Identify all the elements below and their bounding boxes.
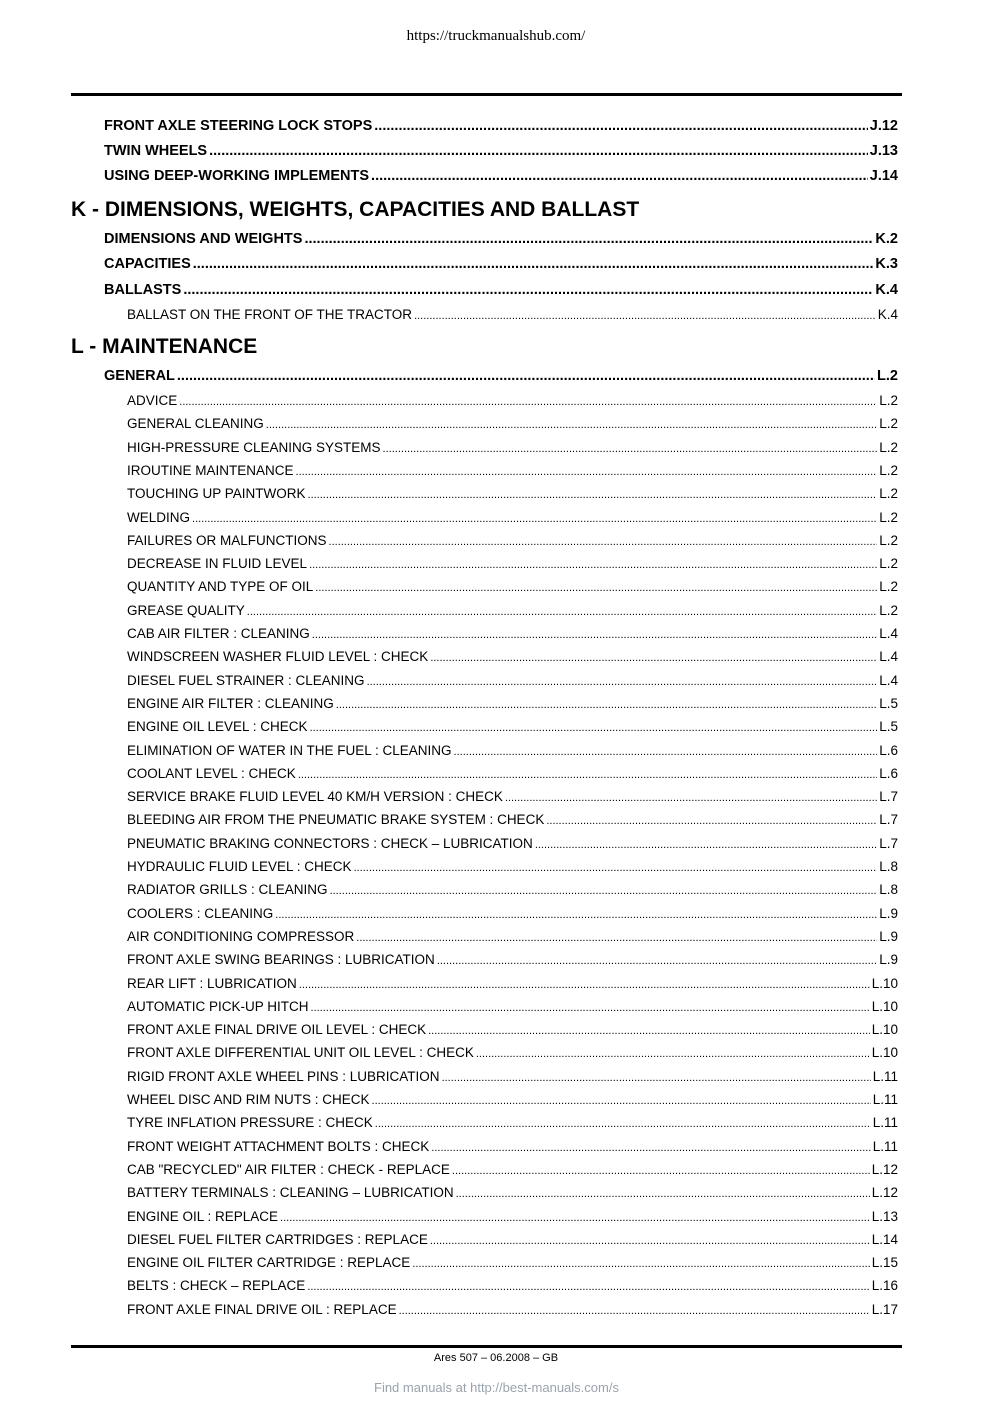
dot-leader — [304, 231, 873, 247]
toc-entry-page: L.2 — [879, 393, 898, 408]
toc-entry-page: L.2 — [879, 486, 898, 502]
toc-entry-title: GREASE QUALITY — [127, 602, 245, 618]
toc-entry-title: FRONT WEIGHT ATTACHMENT BOLTS : CHECK — [127, 1138, 430, 1154]
toc-entry-main[interactable] — [104, 168, 898, 184]
toc-entry-sub[interactable] — [127, 1209, 898, 1224]
toc-entry-title: USING DEEP-WORKING IMPLEMENTS — [104, 168, 370, 184]
toc-entry-sub[interactable] — [127, 1115, 898, 1130]
toc-entry-title: TOUCHING UP PAINTWORK — [127, 486, 306, 502]
toc-entry-page: L.14 — [871, 1231, 898, 1247]
toc-entry-title: ADVICE — [127, 393, 178, 408]
dot-leader — [311, 1002, 870, 1014]
dot-leader — [330, 885, 878, 897]
toc-entry-page: L.6 — [879, 742, 898, 758]
dot-leader — [430, 1235, 870, 1247]
toc-entry-sub[interactable] — [127, 440, 898, 455]
toc-entry-page: L.10 — [871, 975, 898, 991]
dot-leader — [307, 1281, 869, 1293]
toc-entry-page: L.9 — [879, 952, 898, 968]
toc-entry-title: HIGH-PRESSURE CLEANING SYSTEMS — [127, 439, 381, 455]
toc-entry-page: L.2 — [877, 368, 898, 384]
toc-entry-sub[interactable] — [127, 307, 898, 322]
toc-entry-main[interactable] — [104, 143, 898, 159]
toc-entry-page: L.2 — [879, 556, 898, 572]
toc-entry-title: FRONT AXLE STEERING LOCK STOPS — [104, 118, 373, 134]
dot-leader — [275, 909, 877, 921]
toc-entry-page: L.15 — [871, 1255, 898, 1271]
toc-entry-page: L.12 — [871, 1185, 898, 1201]
dot-leader — [329, 536, 878, 548]
toc-entry-page: L.2 — [879, 532, 898, 548]
toc-entry-sub[interactable] — [127, 812, 898, 827]
toc-entry-title: REAR LIFT : LUBRICATION — [127, 975, 297, 991]
toc-entry-sub[interactable] — [127, 999, 898, 1014]
dot-leader — [428, 1025, 870, 1037]
toc-entry-page: L.2 — [879, 509, 898, 525]
toc-entry-page: L.10 — [871, 1045, 898, 1061]
dot-leader — [209, 143, 868, 159]
toc-entry-sub[interactable] — [127, 649, 898, 664]
toc-entry-page: J.13 — [869, 143, 898, 159]
toc-entry-page: L.6 — [879, 765, 898, 781]
dot-leader — [431, 1142, 870, 1154]
toc-entry-page: L.5 — [879, 719, 898, 735]
toc-entry-page: L.11 — [872, 1115, 898, 1131]
toc-entry-page: L.8 — [879, 859, 898, 874]
dot-leader — [374, 118, 867, 134]
toc-entry-sub[interactable] — [127, 626, 898, 641]
toc-entry-page: J.12 — [869, 118, 898, 134]
toc-entry-title: DECREASE IN FLUID LEVEL — [127, 556, 308, 572]
toc-entry-title: SERVICE BRAKE FLUID LEVEL 40 KM/H VERSION : CHECK — [127, 789, 503, 805]
toc-entry-main[interactable] — [104, 368, 898, 384]
dot-leader — [193, 256, 874, 272]
dot-leader — [280, 1212, 870, 1224]
toc-entry-title: RIGID FRONT AXLE WHEEL PINS : LUBRICATION — [127, 1068, 440, 1084]
dot-leader — [308, 489, 878, 501]
toc-entry-page: L.5 — [879, 695, 898, 711]
watermark-link[interactable]: Find manuals at http://best-manuals.com/s — [374, 1380, 619, 1395]
toc-entry-sub[interactable] — [127, 1092, 898, 1107]
toc-entry-title: IROUTINE MAINTENANCE — [127, 462, 294, 478]
toc-entry-title: CAB AIR FILTER : CLEANING — [127, 626, 310, 641]
toc-entry-page: J.14 — [869, 168, 898, 184]
dot-leader — [315, 582, 877, 594]
toc-entry-sub[interactable] — [127, 603, 898, 618]
toc-entry-sub[interactable] — [127, 1255, 898, 1270]
toc-entry-sub[interactable] — [127, 906, 898, 921]
toc-entry-page: L.4 — [879, 626, 898, 641]
dot-leader — [430, 652, 877, 664]
toc-entry-page: L.4 — [879, 672, 898, 688]
toc-entry-title: WINDSCREEN WASHER FLUID LEVEL : CHECK — [127, 649, 429, 665]
toc-entry-title: CAB "RECYCLED" AIR FILTER : CHECK - REPLACE — [127, 1161, 450, 1177]
toc-entry-title: ENGINE OIL : REPLACE — [127, 1208, 279, 1224]
dot-leader — [456, 1188, 870, 1200]
toc-entry-title: FAILURES OR MALFUNCTIONS — [127, 532, 327, 548]
toc-entry-sub[interactable] — [127, 1162, 898, 1177]
toc-entry-title: PNEUMATIC BRAKING CONNECTORS : CHECK – LUBRICATION — [127, 835, 533, 851]
toc-entry-page: K.3 — [875, 256, 898, 272]
toc-entry-title: GENERAL — [104, 368, 175, 384]
dot-leader — [383, 443, 878, 455]
section-heading: L - MAINTENANCE — [71, 335, 258, 358]
dot-leader — [367, 676, 878, 688]
toc-entry-sub[interactable] — [127, 1022, 898, 1037]
dot-leader — [179, 396, 877, 408]
toc-entry-title: FRONT AXLE FINAL DRIVE OIL : REPLACE — [127, 1301, 397, 1317]
toc-entry-page: L.13 — [871, 1208, 898, 1224]
page-footer: Ares 507 – 06.2008 – GB — [433, 1352, 559, 1364]
toc-entry-title: BELTS : CHECK – REPLACE — [127, 1278, 306, 1294]
toc-entry-title: BLEEDING AIR FROM THE PNEUMATIC BRAKE SYSTEM : CHECK — [127, 812, 545, 828]
toc-entry-title: TYRE INFLATION PRESSURE : CHECK — [127, 1115, 373, 1131]
dot-leader — [183, 282, 873, 298]
toc-entry-page: L.10 — [871, 1022, 898, 1038]
toc-entry-title: WELDING — [127, 509, 191, 525]
toc-entry-page: K.4 — [877, 307, 898, 322]
dot-leader — [266, 419, 877, 431]
toc-entry-title: GENERAL CLEANING — [127, 416, 264, 432]
dot-leader — [476, 1048, 870, 1060]
toc-entry-page: L.11 — [872, 1068, 898, 1084]
toc-entry-main[interactable] — [104, 231, 898, 247]
toc-entry-page: L.16 — [871, 1278, 898, 1294]
toc-entry-title: TWIN WHEELS — [104, 143, 208, 159]
toc-entry-title: ENGINE AIR FILTER : CLEANING — [127, 695, 334, 711]
dot-leader — [177, 368, 875, 384]
dot-leader — [296, 466, 878, 478]
dot-leader — [310, 722, 878, 734]
toc-entry-sub[interactable] — [127, 579, 898, 594]
toc-entry-page: K.4 — [875, 282, 898, 298]
dot-leader — [505, 792, 877, 804]
toc-entry-page: L.2 — [879, 416, 898, 432]
toc-entry-title: ENGINE OIL FILTER CARTRIDGE : REPLACE — [127, 1255, 411, 1271]
dot-leader — [309, 559, 877, 571]
toc-entry-page: L.7 — [879, 789, 898, 805]
toc-entry-sub[interactable] — [127, 533, 898, 548]
toc-entry-title: ENGINE OIL LEVEL : CHECK — [127, 719, 308, 735]
toc-entry-sub[interactable] — [127, 556, 898, 571]
toc-entry-sub[interactable] — [127, 789, 898, 804]
toc-entry-title: RADIATOR GRILLS : CLEANING — [127, 882, 328, 898]
toc-entry-title: COOLERS : CLEANING — [127, 905, 274, 921]
toc-entry-sub[interactable] — [127, 1139, 898, 1154]
section-heading: K - DIMENSIONS, WEIGHTS, CAPACITIES AND BALLAST — [71, 198, 640, 221]
toc-entry-page: K.2 — [875, 231, 898, 247]
toc-entry-title: DIESEL FUEL STRAINER : CLEANING — [127, 672, 365, 688]
toc-entry-page: L.2 — [879, 579, 898, 595]
dot-leader — [372, 1095, 871, 1107]
toc-entry-title: CAPACITIES — [104, 256, 191, 272]
toc-entry-title: WHEEL DISC AND RIM NUTS : CHECK — [127, 1092, 370, 1107]
dot-leader — [546, 815, 877, 827]
toc-entry-sub[interactable] — [127, 416, 898, 431]
toc-entry-title: FRONT AXLE DIFFERENTIAL UNIT OIL LEVEL : CHECK — [127, 1045, 474, 1061]
toc-entry-sub[interactable] — [127, 859, 898, 874]
dot-leader — [354, 862, 878, 874]
toc-entry-title: AIR CONDITIONING COMPRESSOR — [127, 928, 355, 944]
toc-entry-title: AUTOMATIC PICK-UP HITCH — [127, 998, 309, 1014]
toc-entry-main[interactable] — [104, 118, 898, 134]
toc-entry-title: DIMENSIONS AND WEIGHTS — [104, 231, 303, 247]
dot-leader — [312, 629, 877, 641]
dot-leader — [336, 699, 877, 711]
bottom-rule — [71, 1345, 902, 1348]
toc-entry-sub[interactable] — [127, 1185, 898, 1200]
toc-entry-sub[interactable] — [127, 719, 898, 734]
toc-entry-title: COOLANT LEVEL : CHECK — [127, 765, 296, 781]
dot-leader — [356, 932, 877, 944]
toc-entry-sub[interactable] — [127, 510, 898, 525]
toc-entry-title: BALLASTS — [104, 282, 182, 298]
toc-entry-sub[interactable] — [127, 743, 898, 758]
toc-entry-sub[interactable] — [127, 1278, 898, 1293]
dot-leader — [247, 606, 877, 618]
toc-entry-page: L.7 — [879, 812, 898, 828]
toc-entry-sub[interactable] — [127, 976, 898, 991]
toc-entry-sub[interactable] — [127, 486, 898, 501]
toc-entry-title: BATTERY TERMINALS : CLEANING – LUBRICATION — [127, 1185, 454, 1201]
top-rule — [71, 93, 902, 96]
toc-entry-title: HYDRAULIC FLUID LEVEL : CHECK — [127, 859, 352, 874]
toc-entry-title: FRONT AXLE SWING BEARINGS : LUBRICATION — [127, 952, 435, 968]
toc-entry-sub[interactable] — [127, 1302, 898, 1317]
toc-entry-sub[interactable] — [127, 929, 898, 944]
toc-entry-page: L.8 — [879, 882, 898, 898]
toc-entry-page: L.9 — [879, 905, 898, 921]
dot-leader — [299, 979, 870, 991]
dot-leader — [442, 1072, 871, 1084]
toc-entry-main[interactable] — [104, 256, 898, 272]
toc-entry-sub[interactable] — [127, 882, 898, 897]
toc-entry-sub[interactable] — [127, 1232, 898, 1247]
toc-entry-title: DIESEL FUEL FILTER CARTRIDGES : REPLACE — [127, 1231, 428, 1247]
dot-leader — [437, 955, 877, 967]
dot-leader — [454, 746, 878, 758]
dot-leader — [399, 1305, 870, 1317]
toc-entry-page: L.2 — [879, 462, 898, 478]
toc-entry-page: L.11 — [872, 1092, 898, 1107]
toc-entry-title: QUANTITY AND TYPE OF OIL — [127, 579, 314, 595]
toc-entry-page: L.17 — [871, 1301, 898, 1317]
toc-entry-sub[interactable] — [127, 1069, 898, 1084]
header-url[interactable]: https://truckmanualshub.com/ — [406, 28, 586, 44]
toc-entry-sub[interactable] — [127, 393, 898, 408]
toc-entry-page: L.7 — [879, 835, 898, 851]
toc-entry-sub[interactable] — [127, 836, 898, 851]
dot-leader — [414, 310, 876, 322]
toc-entry-page: L.11 — [872, 1138, 898, 1154]
toc-entry-page: L.12 — [871, 1161, 898, 1177]
toc-entry-sub[interactable] — [127, 463, 898, 478]
toc-entry-sub[interactable] — [127, 1045, 898, 1060]
toc-entry-page: L.9 — [879, 928, 898, 944]
dot-leader — [298, 769, 877, 781]
toc-entry-page: L.2 — [879, 602, 898, 618]
dot-leader — [192, 513, 877, 525]
toc-entry-sub[interactable] — [127, 673, 898, 688]
toc-entry-title: ELIMINATION OF WATER IN THE FUEL : CLEANING — [127, 742, 452, 758]
toc-entry-sub[interactable] — [127, 952, 898, 967]
dot-leader — [535, 839, 877, 851]
toc-entry-sub[interactable] — [127, 696, 898, 711]
toc-entry-title: FRONT AXLE FINAL DRIVE OIL LEVEL : CHECK — [127, 1022, 427, 1038]
toc-entry-page: L.10 — [871, 998, 898, 1014]
toc-entry-page: L.4 — [879, 649, 898, 665]
dot-leader — [371, 168, 868, 184]
toc-entry-main[interactable] — [104, 282, 898, 298]
toc-entry-title: BALLAST ON THE FRONT OF THE TRACTOR — [127, 307, 413, 322]
dot-leader — [375, 1118, 871, 1130]
dot-leader — [412, 1258, 869, 1270]
dot-leader — [452, 1165, 870, 1177]
toc-entry-page: L.2 — [879, 439, 898, 455]
toc-entry-sub[interactable] — [127, 766, 898, 781]
